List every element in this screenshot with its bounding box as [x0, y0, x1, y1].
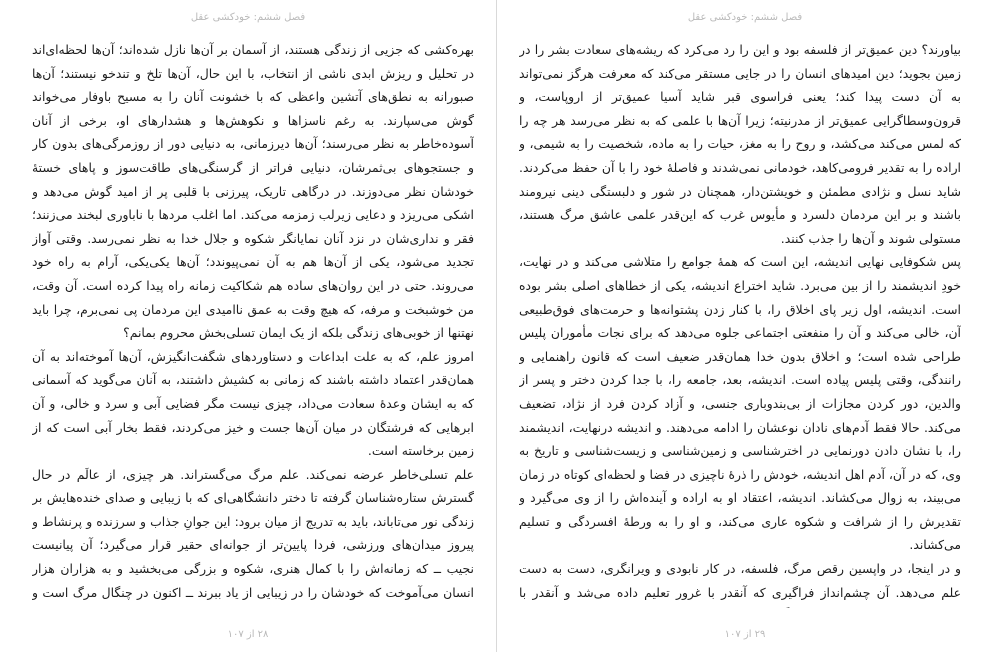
page-number: ۲۸ از ۱۰۷	[227, 629, 269, 640]
paragraph: پس شکوفایی نهایی اندیشه، این است که همهٔ جوامع را متلاشی می‌کند و در نهایت، خودِ اندیشمند را از بین می‌برد. شاید اختراع اندیشه، یکی از خطاهای اصلی بشر بوده است. اندیشه، اول زیر پای اخلاق را، با کنار زدن پشتوانه‌ها و حرمت‌های فوق‌طبیعی آن، خالی می‌کند و آن را منفعتی اجتماعی جلوه می‌دهد که برای نجات مأموران پلیس طراحی شده است؛ و اخلاق بدون خدا همان‌قدر ضعیف است که قانون راهنمایی و رانندگی، وقتی پلیس پیاده است. اندیشه، بعد، جامعه را، با جدا کردن دختر و پسر از والدین، دور کردن مجازات از بی‌بندوباری جنسی، و آزاد کردن فرد از نژاد، تضعیف می‌کند. حالا فقط آدم‌های نادان نوعشان را ادامه می‌دهند. و اندیشه درنهایت، اندیشمند را، با نشان دادن دورنمایی در اخترشناسی و زمین‌شناسی و زیست‌شناسی و تاریخ به وی، که در آن، آدم اهل اندیشه، خودش را ذرهٔ ناچیزی در فضا و لحظه‌ای کوتاه در زمان می‌بیند، به زوال می‌کشاند. اندیشه، اعتقاد او به اراده و آینده‌اش را از وی می‌گیرد و تقدیرش را از شرافت و شکوه عاری می‌کند، و او را به ورطهٔ افسردگی و تسلیم می‌کشاند.	[519, 254, 961, 553]
paragraph: بهره‌کشی که جزیی از زندگی هستند، از آسمان بر آن‌ها نازل شده‌اند؛ آن‌ها لحظه‌ای‌اند در تحلیل و ریزش ابدی ناشی از انتخاب، با این حال، آن‌ها تلخ و تندخو نیستند؛ آن‌ها صبورانه به نطق‌های آتشین واعظی که با خشونت آنان را به مسیح باوفار می‌خواند گوش می‌سپارند. به رغم ناسزاها و نکوهش‌ها و هشدارهای او، برخی از آنان آسوده‌خاطر به نظر می‌رسند؛ آن‌ها دیرزمانی، به دنیایی دور از روزمرگی‌های بدون کار و جستجوهای بی‌ثمرشان، دنیایی فراتر از گرسنگی‌های طاقت‌سوز و پاهای خستهٔ خودشان نظر می‌دوزند. در درگاهی تاریک، پیرزنی با قلبی پر از امید گوش می‌دهد و اشکی می‌ریزد و دعایی زیرلب زمزمه می‌کند. اما اغلب مردها با ناباوری لبخند می‌زنند؛ فقر و نداری‌شان در نزد آنان نمایانگر شکوه و جلال خدا به نظر نمی‌رسد. وقتی آواز تجدید می‌شود، یکی از آن‌ها هم به آن نمی‌پیوندد؛ آن‌ها یکی‌یکی، آرام به راه خود می‌روند. حتی در این روان‌های ساده هم شکاکیت زمانه راه پیدا کرده است. آن وقت، من خوشبخت و مرفه، که هیچ وقت به عمق ناامیدی این مردمان پی نمی‌برم، چرا باید نهتنها از خوبی‌های زندگی بلکه از یک ایمان تسلی‌بخش محروم بمانم؟	[32, 42, 474, 341]
left-page[interactable]	[0, 0, 496, 652]
paragraph: بیاورند؟ دین عمیق‌تر از فلسفه بود و این را رد می‌کرد که ریشه‌های سعادت بشر را در زمین بجوید؛ دین امیدهای انسان را در جایی مستقر می‌کند که معرفت هرگز نمی‌تواند به آن دست پیدا کند؛ یعنی فراسوی قبر شاید آسیا عمیق‌تر از اروپاست، و قرون‌وسطاگرایی عمیق‌تر از مدرنیته؛ زیرا آن‌ها با علمی که به نظر می‌رسد هر چه را که لمس می‌کند می‌کشد، و روح را به مغز، حیات را به ماده، شخصیت را به شیمی، و اراده را به تقدیر فرومی‌کاهد، خودمانی نمی‌شدند و فاصلهٔ خود را با آن حفظ می‌کردند. شاید نسل و نژادی مطمئن و خویشتن‌دار، همچنان در شور و دلبستگی دینی نیرومند باشند و بر این مردمان دلسرد و مأیوس غرب که این‌قدر علمی عاشق مرگ هستند، مستولی شوند و آن‌ها را جذب کنند.	[519, 42, 961, 246]
paragraph: علم تسلی‌خاطر عرضه نمی‌کند. علم مرگ می‌گستراند. هر چیزی، از عالَم در حال گسترش ستاره‌شناسان گرفته تا دختر دانشگاهی‌ای که با زیبایی و صدای خنده‌هایش بر زندگی نور می‌تاباند، باید به تدریج از میان برود: این جوانِ جذاب و سرزنده و پرنشاط و پیروز میدان‌های ورزشی، فردا پایین‌تر از جوانه‌ای حقیر قرار می‌گیرد؛ آن پیانیست نجیب ــ که زمانه‌اش را با کمال هنری، شکوه و بزرگی می‌بخشید و به هزاران هزار انسان می‌آموخت که خودشان را در زیبایی از یاد ببرند ــ اکنون در چنگال مرگ است و	[32, 466, 474, 600]
chapter-header: فصل ششم: خودکشی عقل	[190, 12, 306, 23]
page-number: ۲۹ از ۱۰۷	[724, 629, 766, 640]
right-page[interactable]	[497, 0, 993, 652]
page-text	[32, 38, 474, 608]
paragraph: و در اینجا، در واپسین رقص مرگ، فلسفه، در کار نابودی و ویرانگری، دست به دست علم می‌دهد. آن چشم‌انداز فراگیری که آنقدر با غرور تعلیم داده می‌شد و آنقدر با	[519, 561, 961, 600]
paragraph: امروز علم، که به علت ابداعات و دستاوردهای شگفت‌انگیزش، آن‌ها آموخته‌اند به آن همان‌قدر اعتماد داشته باشند که زمانی به کشیش داشتند، به آنان می‌گوید که آسمانی که به ایشان وعدهٔ سعادت می‌داد، چیزی نیست مگر فضایی آبی و سرد و خالی، و آن ابرهایی که فرشتگان در میان آن‌ها جست و خیز می‌کردند، فقط بخار آبی است که از زمین برخاسته است.	[32, 348, 474, 459]
chapter-header: فصل ششم: خودکشی عقل	[687, 12, 803, 23]
page-text	[519, 38, 961, 608]
